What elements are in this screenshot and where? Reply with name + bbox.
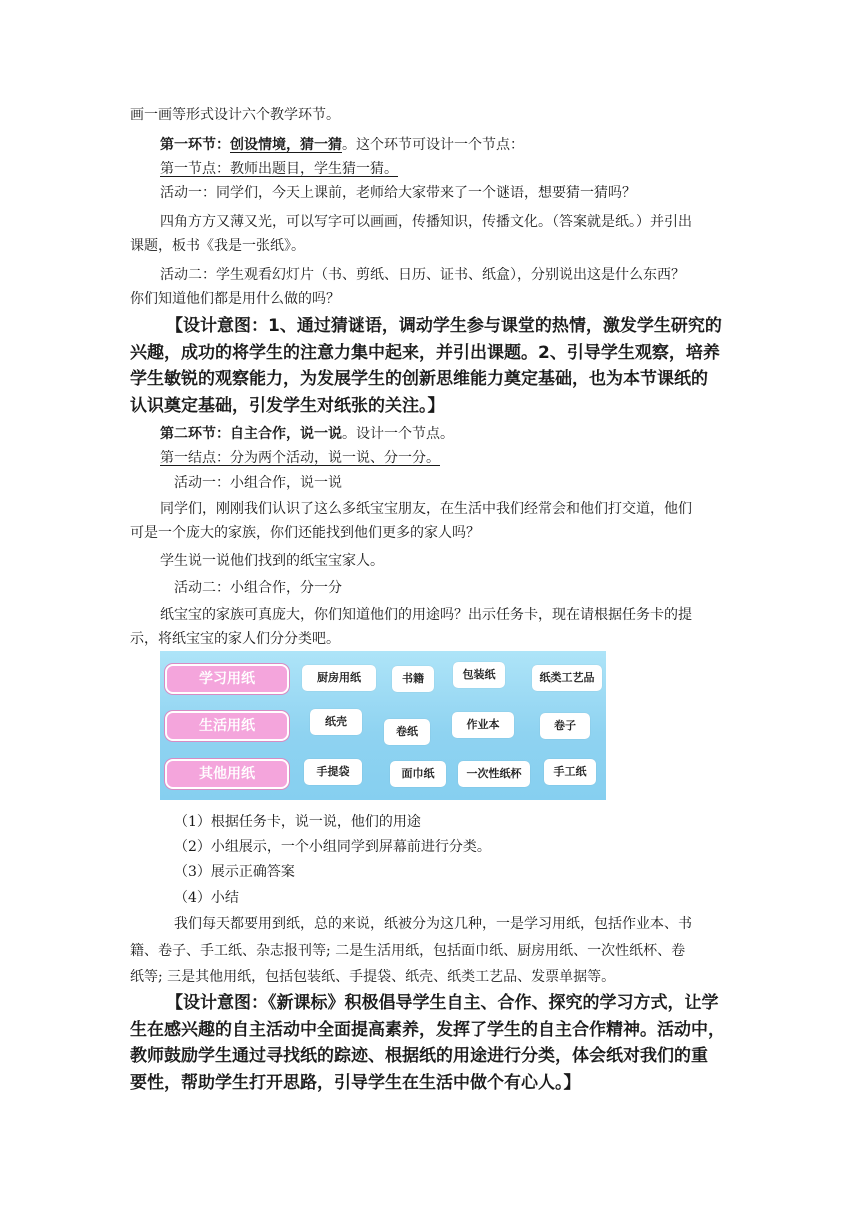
section-2-heading <box>160 423 760 446</box>
summary-line-3: 纸等; 三是其他用纸，包括包装纸、手提袋、纸壳、纸类工艺品、发票单据等。 <box>130 969 616 985</box>
section-2-activity-1: 活动一：小组合作，说一说 <box>174 475 342 491</box>
intent-line: 学生敏锐的观察能力，为发展学生的创新思维能力奠定基础，也为本节课纸的 <box>130 369 708 389</box>
paper-item: 卷纸 <box>384 719 430 745</box>
paper-item: 纸类工艺品 <box>532 665 602 691</box>
section-2-activity-2: 活动二：小组合作，分一分 <box>174 580 342 596</box>
text-line: 学生说一说他们找到的纸宝宝家人。 <box>160 553 384 569</box>
intent-line: 兴趣，成功的将学生的注意力集中起来，并引出课题。2、引导学生观察，培养 <box>130 342 720 363</box>
paper-item: 书籍 <box>392 666 434 692</box>
activity-2-line-2: 你们知道他们都是用什么做的吗？ <box>130 291 340 307</box>
intent-line: 认识奠定基础，引发学生对纸张的关注。】 <box>130 395 445 416</box>
section-2-node: 第一结点：分为两个活动，说一说、分一分。 <box>160 450 440 466</box>
intent-line: 教师鼓励学生通过寻找纸的踪迹、根据纸的用途进行分类，体会纸对我们的重 <box>130 1046 708 1066</box>
riddle-line-2: 课题，板书《我是一张纸》。 <box>130 238 305 254</box>
task-card-image <box>160 651 606 800</box>
text-line: 示，将纸宝宝的家人们分分类吧。 <box>130 631 340 647</box>
paper-item: 面巾纸 <box>390 761 446 787</box>
paper-item: 包装纸 <box>453 662 505 688</box>
text-line: 可是一个庞大的家族，你们还能找到他们更多的家人吗？ <box>130 525 480 541</box>
section-1-node: 第一节点：教师出题目，学生猜一猜。 <box>160 161 398 177</box>
paper-item: 厨房用纸 <box>302 665 376 691</box>
section-1-rest: 。这个环节可设计一个节点： <box>342 137 524 153</box>
paper-item: 手工纸 <box>544 759 596 785</box>
paper-item: 作业本 <box>452 712 514 738</box>
intent-line: 要性，帮助学生打开思路，引导学生在生活中做个有心人。】 <box>130 1072 581 1093</box>
summary-line-1: 我们每天都要用到纸，总的来说，纸被分为这几种，一是学习用纸，包括作业本、书 <box>174 916 692 932</box>
category-study-paper: 学习用纸 <box>165 664 289 694</box>
step-3: （3）展示正确答案 <box>174 864 295 880</box>
activity-2-line-1: 活动二：学生观看幻灯片（书、剪纸、日历、证书、纸盒），分别说出这是什么东西？ <box>160 267 685 283</box>
riddle-line-1: 四角方方又薄又光，可以写字可以画画，传播知识，传播文化。（答案就是纸。）并引出 <box>160 214 692 230</box>
paper-item: 卷子 <box>540 713 590 739</box>
text-line: 画一画等形式设计六个教学环节。 <box>130 107 340 123</box>
section-1-title: 创设情境，猜一猜 <box>230 137 342 153</box>
paper-item: 手提袋 <box>304 759 362 785</box>
design-intent-1 <box>130 313 730 419</box>
category-other-paper: 其他用纸 <box>165 759 289 789</box>
step-4: （4）小结 <box>174 890 239 906</box>
section-2-rest: 。设计一个节点。 <box>342 426 454 442</box>
design-intent-2 <box>130 990 730 1096</box>
text-line: 同学们，刚刚我们认识了这么多纸宝宝朋友，在生活中我们经常会和他们打交道，他们 <box>160 501 692 517</box>
section-1-label: 第一环节： <box>160 137 230 153</box>
paper-item: 纸壳 <box>310 709 362 735</box>
intent-line: 【设计意图：《新课标》积极倡导学生自主、合作、探究的学习方式，让学 <box>166 993 719 1013</box>
step-2: （2）小组展示，一个小组同学到屏幕前进行分类。 <box>174 839 491 855</box>
section-1-heading <box>160 134 760 157</box>
intent-line: 生在感兴趣的自主活动中全面提高素养，发挥了学生的自主合作精神。活动中， <box>130 1019 725 1040</box>
text-line: 纸宝宝的家族可真庞大，你们知道他们的用途吗？出示任务卡，现在请根据任务卡的提 <box>160 607 692 623</box>
step-1: （1）根据任务卡，说一说，他们的用途 <box>174 814 421 830</box>
section-2-label: 第二环节：自主合作，说一说 <box>160 426 342 442</box>
activity-1: 活动一：同学们，今天上课前，老师给大家带来了一个谜语，想要猜一猜吗？ <box>160 185 636 201</box>
intent-line: 【设计意图：1、通过猜谜语，调动学生参与课堂的热情，激发学生研究的 <box>166 316 722 336</box>
summary-line-2: 籍、卷子、手工纸、杂志报刊等; 二是生活用纸，包括面巾纸、厨房用纸、一次性纸杯、卷 <box>130 943 686 959</box>
category-life-paper: 生活用纸 <box>165 711 289 741</box>
paper-item: 一次性纸杯 <box>458 761 530 787</box>
